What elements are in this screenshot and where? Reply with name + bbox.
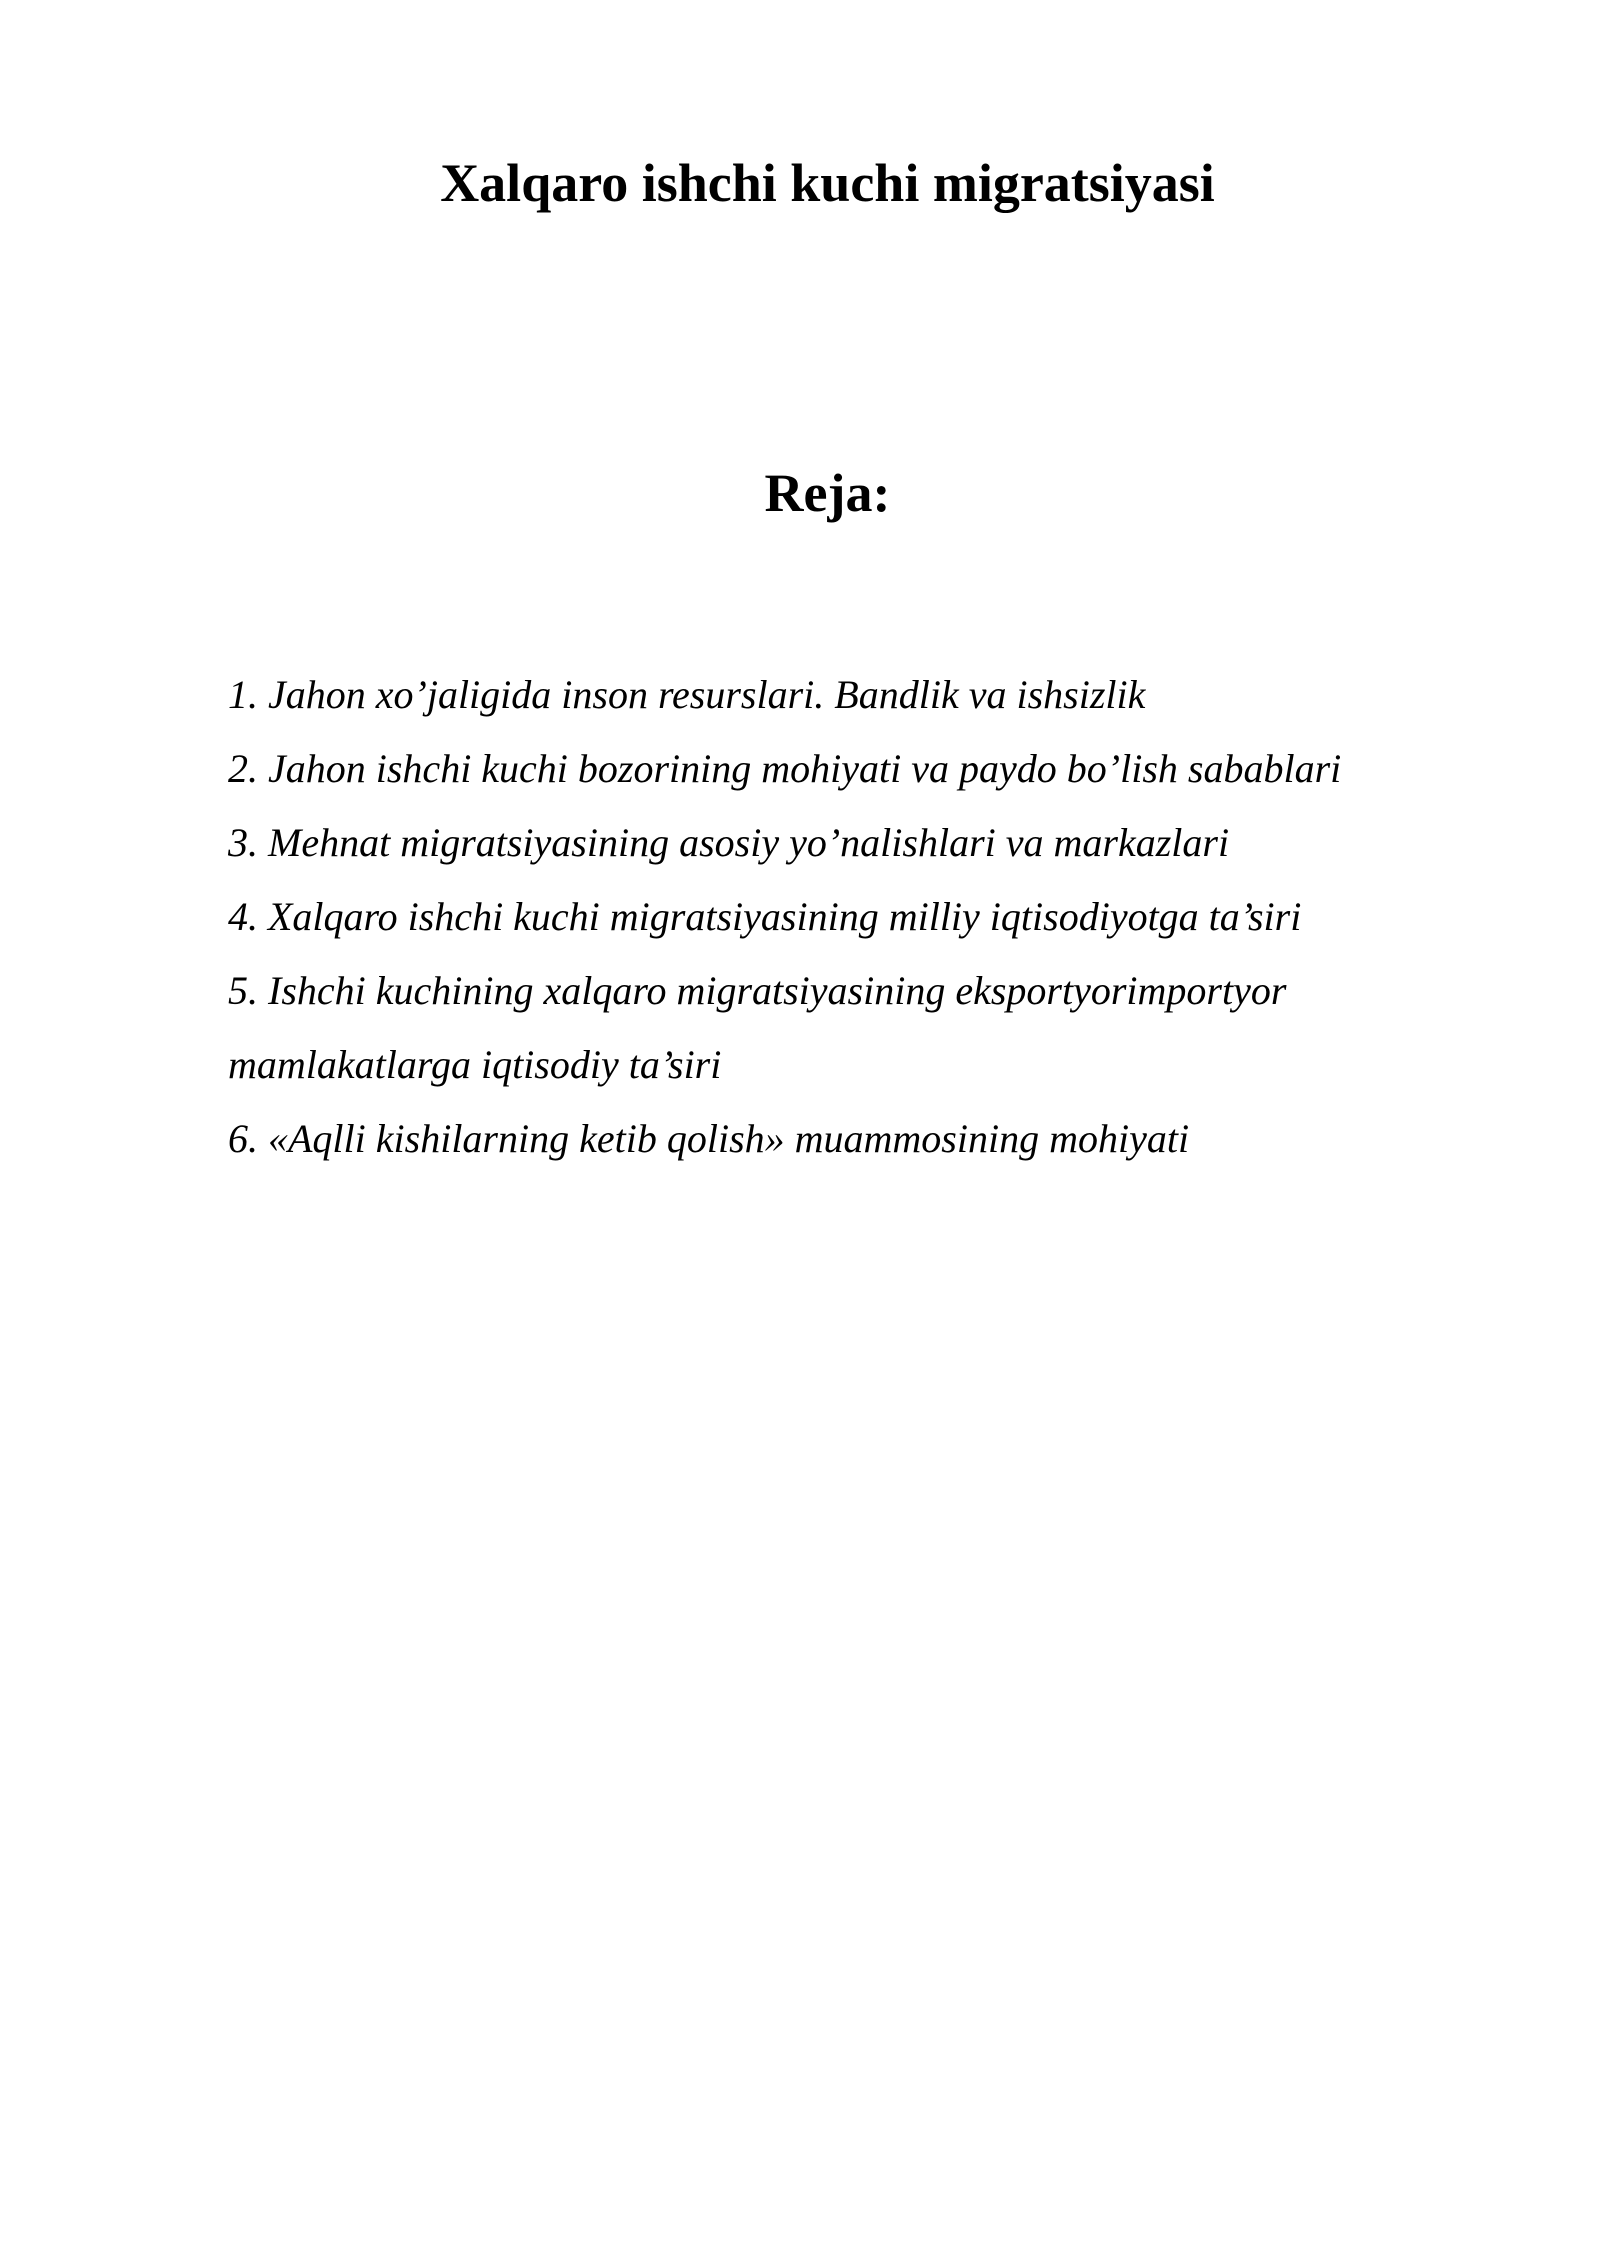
plan-list bbox=[228, 658, 1508, 1176]
plan-item-2: 2. Jahon ishchi kuchi bozorining mohiyati va paydo bo’lish sabablari bbox=[228, 746, 1342, 791]
plan-item-1: 1. Jahon xo’jaligida inson resurslari. Bandlik va ishsizlik bbox=[228, 672, 1146, 717]
plan-item-4: 4. Xalqaro ishchi kuchi migratsiyasining milliy iqtisodiyotga ta’siri bbox=[228, 894, 1302, 939]
plan-heading: Reja: bbox=[764, 463, 891, 523]
plan-item-5-continuation: mamlakatlarga iqtisodiy ta’siri bbox=[228, 1042, 722, 1087]
document-title: Xalqaro ishchi kuchi migratsiyasi bbox=[440, 153, 1215, 213]
plan-item-3: 3. Mehnat migratsiyasining asosiy yo’nalishlari va markazlari bbox=[228, 820, 1230, 865]
plan-item-6: 6. «Aqlli kishilarning ketib qolish» muammosining mohiyati bbox=[228, 1116, 1190, 1161]
plan-item-5: 5. Ishchi kuchining xalqaro migratsiyasining eksportyorimportyor bbox=[228, 968, 1287, 1013]
